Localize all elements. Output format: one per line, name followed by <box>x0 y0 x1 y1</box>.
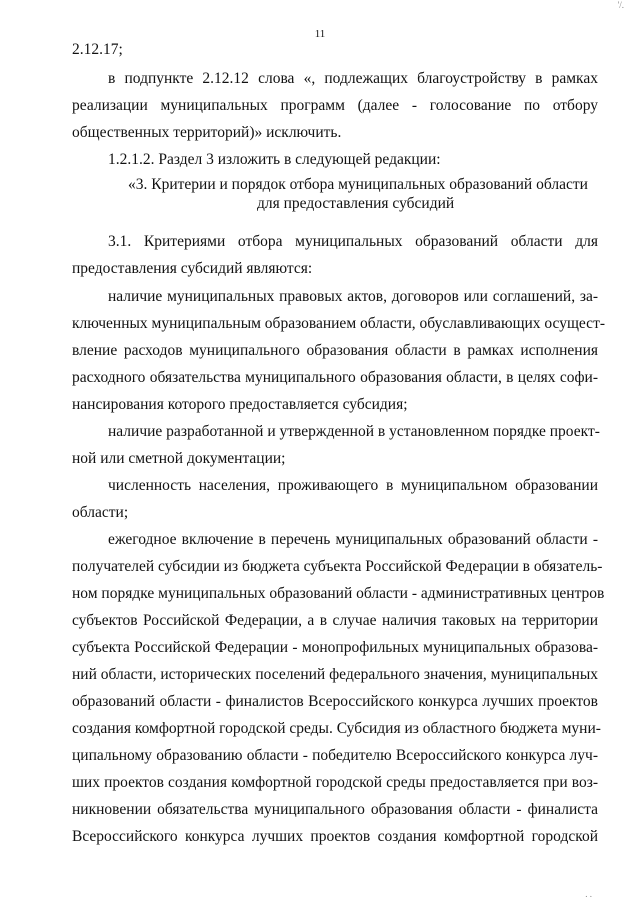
page-number: 11 <box>314 28 326 40</box>
text-line: вление расходов муниципального образования области в рамках исполнения <box>72 342 598 359</box>
text-line: субъектов Российской Федерации, а в случае наличия таковых на территории <box>72 612 598 629</box>
corner-mark-top: '/. <box>617 0 624 10</box>
text-line: наличие разработанной и утвержденной в установленном порядке проект- <box>108 423 600 440</box>
text-line: 1.2.1.2. Раздел 3 изложить в следующей редакции: <box>108 151 441 168</box>
corner-mark-bottom: . . <box>585 889 592 899</box>
text-line: нансирования которого предоставляется субсидия; <box>72 396 408 413</box>
text-line: реализации муниципальных программ (далее - голосование по отбору <box>72 97 598 114</box>
text-line: ний области, исторических поселений федерального значения, муниципальных <box>72 666 598 683</box>
text-line: общественных территорий)» исключить. <box>72 124 342 141</box>
text-line: расходного обязательства муниципального образования области, в целях софи- <box>72 369 598 386</box>
text-line: области; <box>72 504 129 521</box>
text-line: ной или сметной документации; <box>72 450 286 467</box>
text-line: наличие муниципальных правовых актов, договоров или соглашений, за- <box>108 288 598 305</box>
text-line: 3.1. Критериями отбора муниципальных образований области для <box>108 233 598 250</box>
text-line: субъекта Российской Федерации - монопрофильных муниципальных образова- <box>72 639 598 656</box>
text-line: никновении обязательства муниципального образования области - финалиста <box>72 801 598 818</box>
text-line: Всероссийского конкурса лучших проектов создания комфортной городской <box>72 828 598 845</box>
text-line: ключенных муниципальным образованием области, обуславливающих осущест- <box>72 315 606 332</box>
text-line: ном порядке муниципальных образований области - административных центров <box>72 585 605 602</box>
section-heading: «3. Критерии и порядок отбора муниципальных образований области <box>128 176 588 193</box>
text-line: ципальному образованию области - победителю Всероссийского конкурса луч- <box>72 747 598 764</box>
text-line: образований области - финалистов Всероссийского конкурса лучших проектов <box>72 693 598 710</box>
text-line: получателей субсидии из бюджета субъекта Российской Федерации в обязатель- <box>72 558 603 575</box>
section-heading: для предоставления субсидий <box>257 195 455 212</box>
text-line: численность населения, проживающего в муниципальном образовании <box>108 477 598 494</box>
text-line: предоставления субсидий являются: <box>72 260 313 277</box>
text-line: в подпункте 2.12.12 слова «, подлежащих благоустройству в рамках <box>108 70 598 87</box>
text-line: создания комфортной городской среды. Субсидия из областного бюджета муни- <box>72 720 601 737</box>
text-line: 2.12.17; <box>72 41 123 58</box>
text-line: ших проектов создания комфортной городской среды предоставляется при воз- <box>72 774 598 791</box>
text-line: ежегодное включение в перечень муниципальных образований области - <box>108 531 598 548</box>
